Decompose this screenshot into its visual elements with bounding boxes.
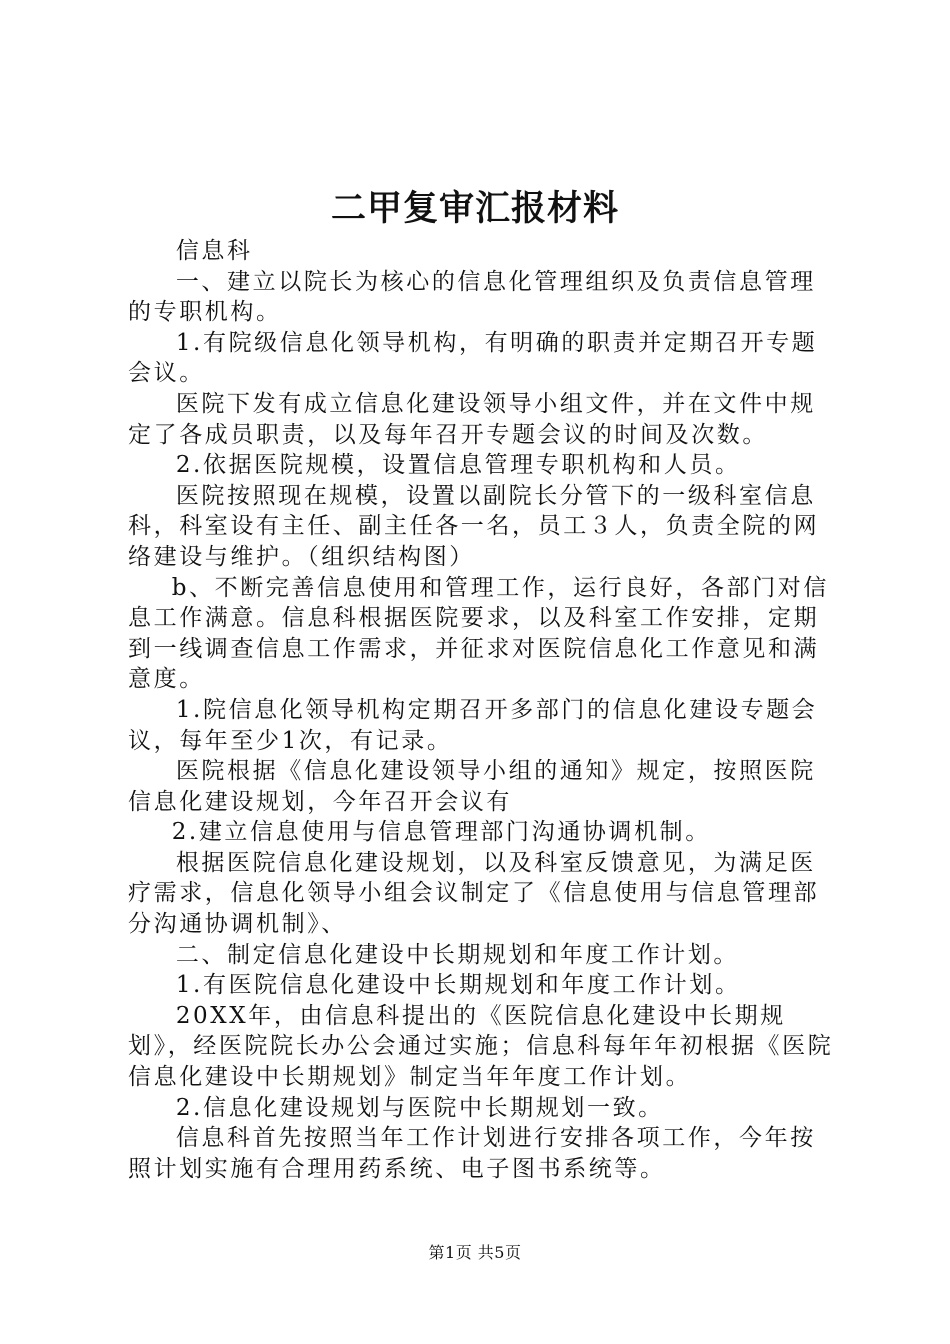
- paragraph-2-2: 信息科首先按照当年工作计划进行安排各项工作，今年按照计划实施有合理用药系统、电子图书系统等。: [128, 1125, 816, 1182]
- document-title: 二甲复审汇报材料: [330, 188, 619, 229]
- paragraph-b-1: 医院根据《信息化建设领导小组的通知》规定，按照医院信息化建设规划，今年召开会议有: [128, 758, 816, 815]
- item-b-1: 1.院信息化领导机构定期召开多部门的信息化建设专题会议，每年至少1次，有记录。: [128, 696, 818, 754]
- item-1-2: 2.依据医院规模，设置信息管理专职机构和人员。: [175, 452, 741, 479]
- item-2-2: 2.信息化建设规划与医院中长期规划一致。: [175, 1094, 664, 1121]
- paragraph-1-1: 医院下发有成立信息化建设领导小组文件，并在文件中规定了各成员职责，以及每年召开专题会议的时间及次数。: [128, 390, 816, 448]
- paragraph-2-1: 20XX年，由信息科提出的《医院信息化建设中长期规划》，经医院院长办公会通过实施；信息科每年年初根据《医院信息化建设中长期规划》制定当年年度工作计划。: [128, 1002, 834, 1091]
- paragraph-1-2: 医院按照现在规模，设置以副院长分管下的一级科室信息科，科室设有主任、副主任各一名，员工３人，负责全院的网络建设与维护。（组织结构图）: [128, 482, 820, 570]
- document-body: [128, 236, 840, 1184]
- page-footer: 第1页 共5页: [428, 1243, 522, 1262]
- item-2-1: 1.有医院信息化建设中长期规划和年度工作计划。: [175, 972, 741, 999]
- item-1-1: 1.有院级信息化领导机构，有明确的职责并定期召开专题会议。: [128, 329, 818, 387]
- section-heading-2: 二、制定信息化建设中长期规划和年度工作计划。: [175, 941, 740, 968]
- section-heading-b: b、不断完善信息使用和管理工作，运行良好，各部门对信息工作满意。信息科根据医院要求，以及科室工作安排，定期到一线调查信息工作需求，并征求对医院信息化工作意见和满意度。: [128, 574, 830, 693]
- section-heading-1: 一、建立以院长为核心的信息化管理组织及负责信息管理的专职机构。: [128, 268, 816, 326]
- department-label: 信息科: [175, 238, 253, 264]
- paragraph-b-2: 根据医院信息化建设规划，以及科室反馈意见，为满足医疗需求，信息化领导小组会议制定了《信息使用与信息管理部分沟通协调机制》、: [128, 849, 820, 938]
- item-b-2: 2.建立信息使用与信息管理部门沟通协调机制。: [171, 819, 711, 846]
